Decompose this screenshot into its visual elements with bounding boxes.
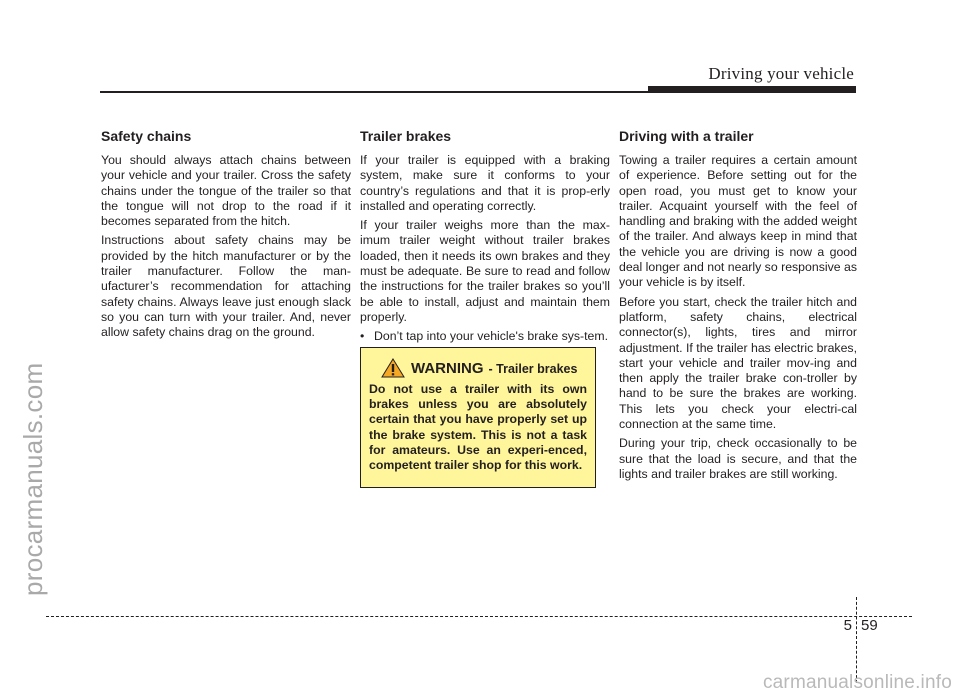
- page-number: 59: [861, 617, 878, 634]
- column-safety-chains: [101, 127, 351, 345]
- bullet-dot: •: [360, 329, 365, 344]
- section-heading-driving-with-trailer: Driving with a trailer: [619, 128, 754, 144]
- footer-rule: [46, 616, 912, 617]
- paragraph: If your trailer is equipped with a braking system, make sure it conforms to your country’s regulations and that it is prop-erly installed and operating correctly.: [360, 153, 610, 213]
- warning-word: WARNING: [411, 360, 484, 377]
- side-watermark: procarmanuals.com: [18, 362, 48, 596]
- warning-subtitle: - Trailer brakes: [488, 362, 578, 376]
- warning-triangle-icon: [381, 358, 405, 378]
- section-heading-trailer-brakes: Trailer brakes: [360, 128, 452, 144]
- column-driving-with-trailer: [619, 127, 857, 486]
- section-heading-safety-chains: Safety chains: [101, 128, 192, 144]
- footer-divider: [856, 597, 857, 683]
- paragraph: If your trailer weighs more than the max-imum trailer weight without trailer brakes loaded, then it needs its own brakes and they must be adequate. Be sure to read and follow the instructions for the trailer brakes so you’ll be able to install, adjust and maintain them properly.: [360, 218, 610, 324]
- chapter-number: 5: [843, 617, 852, 634]
- bottom-watermark: carmanualsonline.info: [762, 672, 952, 693]
- header-bar: [648, 86, 856, 92]
- paragraph: Instructions about safety chains may be provided by the hitch manufacturer or by the trailer manufacturer. Follow the man-ufacturer’s recommendation for attaching safety chains. Always leave just enough slack so you can turn with your trailer. And, never allow safety chains drag on the ground.: [101, 233, 351, 340]
- column-trailer-brakes: [360, 127, 610, 345]
- bullet-item: [360, 329, 610, 344]
- paragraph: Towing a trailer requires a certain amount of experience. Before setting out for the open road, you must get to know your trailer. Acquaint yourself with the feel of handling and braking with the added weight of the trailer. And always keep in mind that the vehicle you are driving is now a good deal longer and not nearly so responsive as your vehicle is by itself.: [619, 153, 857, 290]
- paragraph: You should always attach chains between your vehicle and your trailer. Cross the safety chains under the tongue of the trailer so that the tongue will not drop to the road if it becomes separated from the hitch.: [101, 153, 351, 229]
- warning-header: [381, 358, 587, 378]
- warning-box: [360, 347, 596, 488]
- paragraph: During your trip, check occasionally to be sure that the load is secure, and that the lights and trailer brakes are still working.: [619, 436, 857, 481]
- running-header: Driving your vehicle: [708, 64, 854, 83]
- warning-body: Do not use a trailer with its own brakes unless you are absolutely certain that you have properly set up the brake system. This is not a task for amateurs. Use an experi-enced, competent trailer shop for this work.: [369, 382, 587, 473]
- bullet-text: Don’t tap into your vehicle's brake sys-tem.: [374, 329, 609, 344]
- paragraph: Before you start, check the trailer hitch and platform, safety chains, electrical connector(s), lights, tires and mirror adjustment. If the trailer has electric brakes, start your vehicle and trailer mov-ing and then apply the trailer brake con-troller by hand to be sure the brakes are working. This lets you check your electri-cal connection at the same time.: [619, 294, 857, 432]
